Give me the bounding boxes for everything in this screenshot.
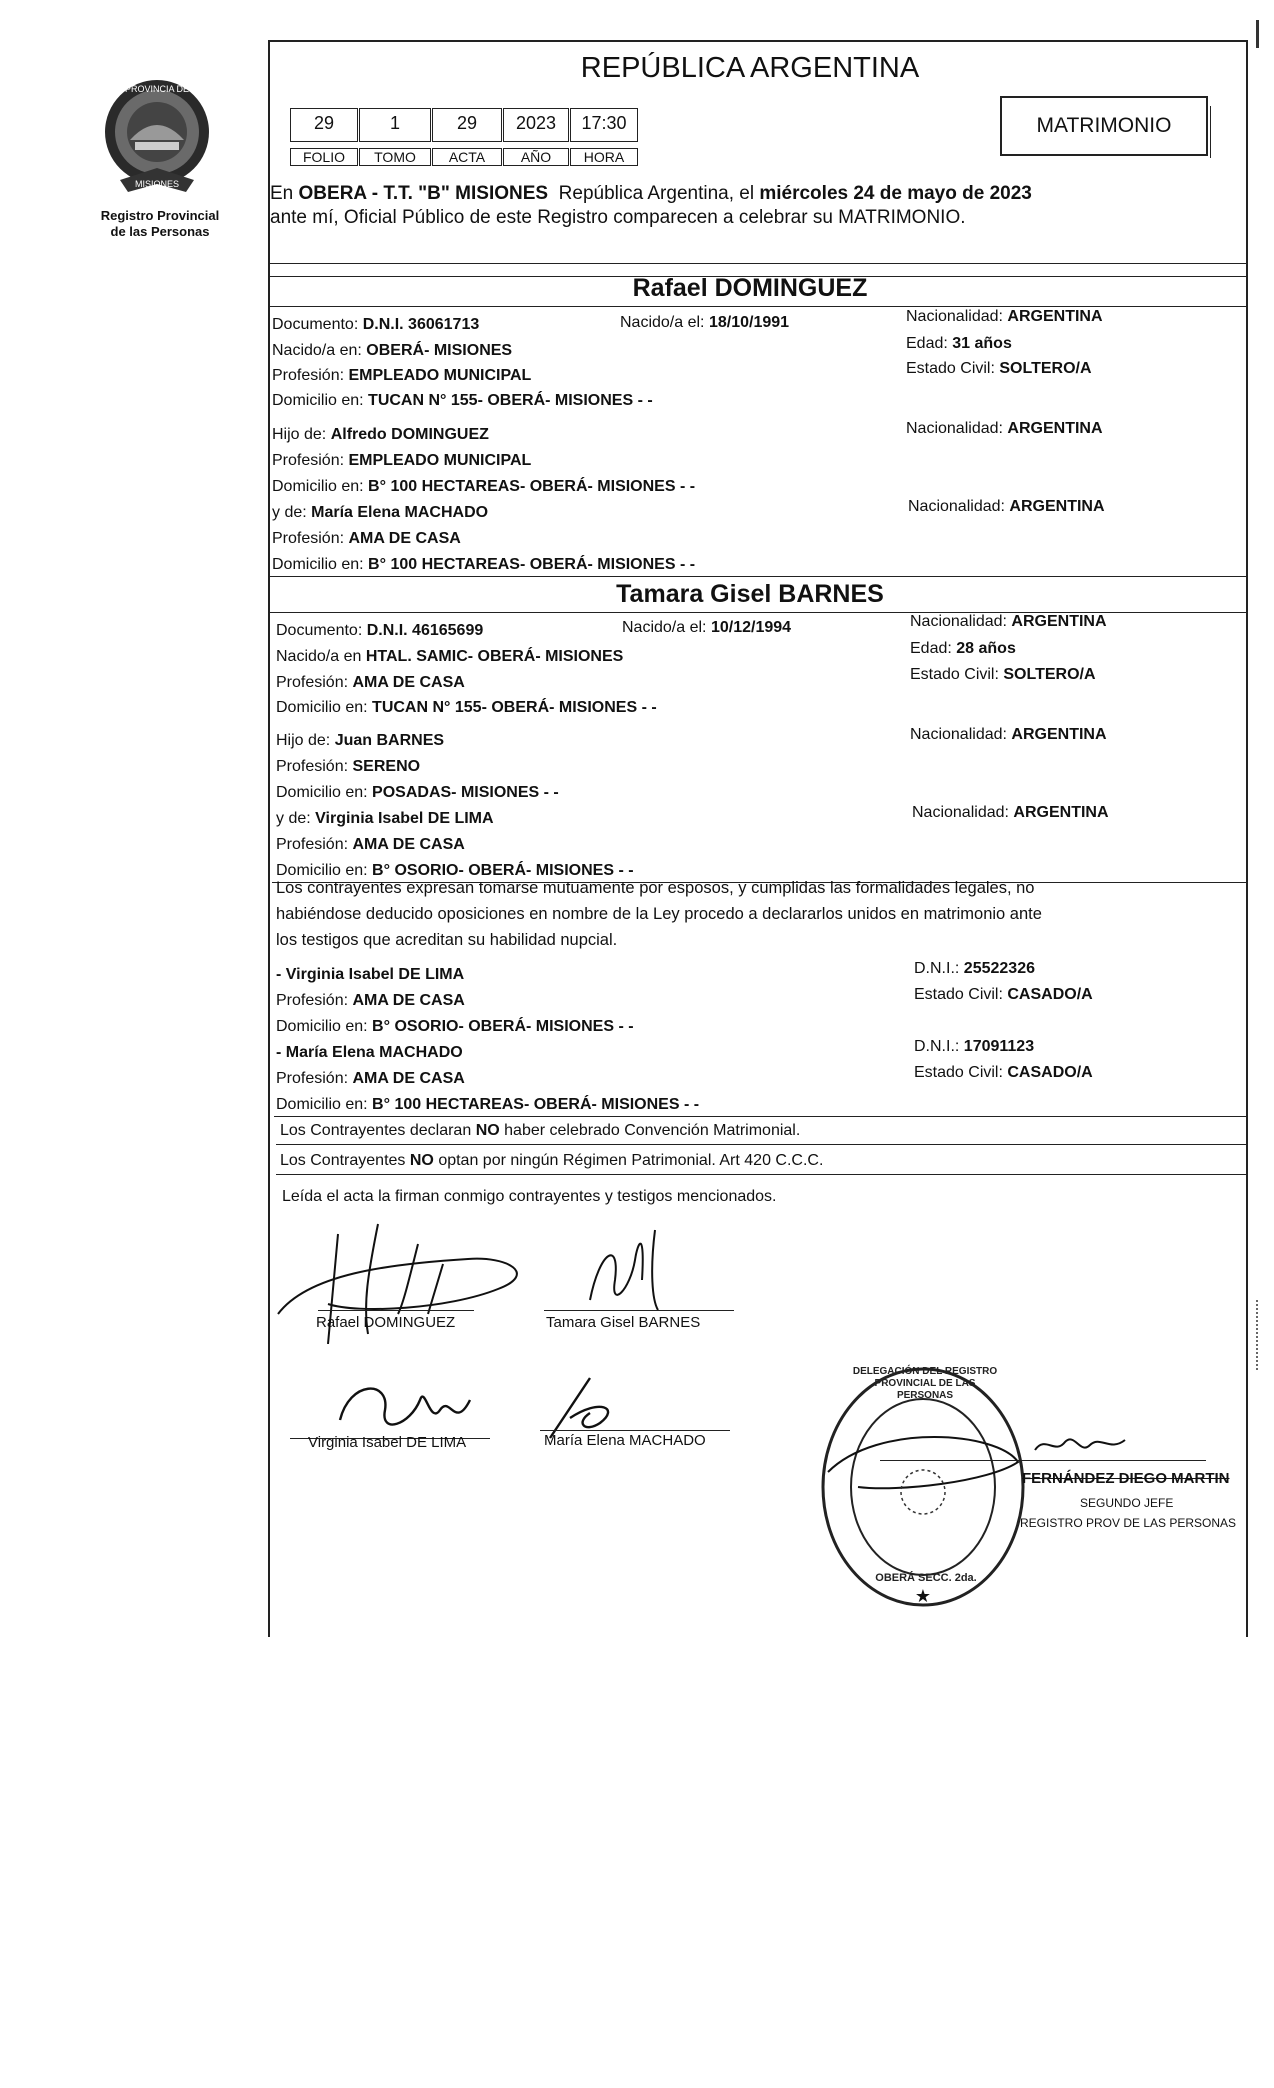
- official-signature: [1030, 1430, 1140, 1460]
- registry-logo: [90, 70, 225, 220]
- signature-scribble-icon: [1030, 1430, 1140, 1460]
- tomo-label: TOMO: [359, 148, 431, 166]
- year-label: AÑO: [503, 148, 569, 166]
- svg-text:MISIONES: MISIONES: [134, 179, 180, 189]
- province-emblem-icon: [90, 70, 225, 220]
- intro-line-2: ante mí, Oficial Público de este Registro comparecen a celebrar su MATRIMONIO.: [270, 207, 966, 228]
- stamp-inner-text: OBERÁ SECC. 2da.: [875, 1572, 977, 1584]
- signature-label-1: Rafael DOMINGUEZ: [316, 1314, 456, 1331]
- folio-label: FOLIO: [290, 148, 358, 166]
- time-value: 17:30: [570, 108, 638, 142]
- closing-text: Leída el acta la firman conmigo contrayentes y testigos mencionados.: [282, 1188, 777, 1205]
- margin-ticks: [1256, 1300, 1264, 1370]
- logo-caption-1: Registro Provincial: [100, 208, 220, 223]
- acta-label: ACTA: [432, 148, 502, 166]
- act-type-label: MATRIMONIO: [1036, 114, 1172, 137]
- time-label: HORA: [570, 148, 638, 166]
- country-title: REPÚBLICA ARGENTINA: [580, 52, 920, 84]
- logo-caption-2: de las Personas: [110, 224, 210, 239]
- act-type-box: [1000, 96, 1208, 156]
- folio-value: 29: [290, 108, 358, 142]
- spouse1-name: Rafael DOMINGUEZ: [632, 274, 868, 302]
- intro-line-1: En OBERA - T.T. "B" MISIONES República Argentina, el miércoles 24 de mayo de 2023: [270, 183, 1032, 204]
- official-name: FERNÁNDEZ DIEGO MARTIN: [1022, 1470, 1230, 1487]
- tomo-value: 1: [359, 108, 431, 142]
- signature-label-4: María Elena MACHADO: [544, 1432, 706, 1449]
- margin-mark: [1256, 20, 1259, 48]
- svg-text:PROVINCIA DE: PROVINCIA DE: [124, 84, 190, 94]
- acta-value: 29: [432, 108, 502, 142]
- signature-label-2: Tamara Gisel BARNES: [546, 1314, 701, 1331]
- official-title: SEGUNDO JEFE: [1080, 1496, 1174, 1510]
- spouse2-name: Tamara Gisel BARNES: [616, 580, 884, 608]
- year-value: 2023: [503, 108, 569, 142]
- stamp-ring-text: DELEGACIÓN DEL REGISTRO PROVINCIAL DE LAS PERSONAS: [852, 1366, 998, 1401]
- svg-text:★: ★: [914, 1586, 932, 1606]
- signature-label-3: Virginia Isabel DE LIMA: [308, 1434, 467, 1451]
- official-office: REGISTRO PROV DE LAS PERSONAS: [1020, 1516, 1237, 1530]
